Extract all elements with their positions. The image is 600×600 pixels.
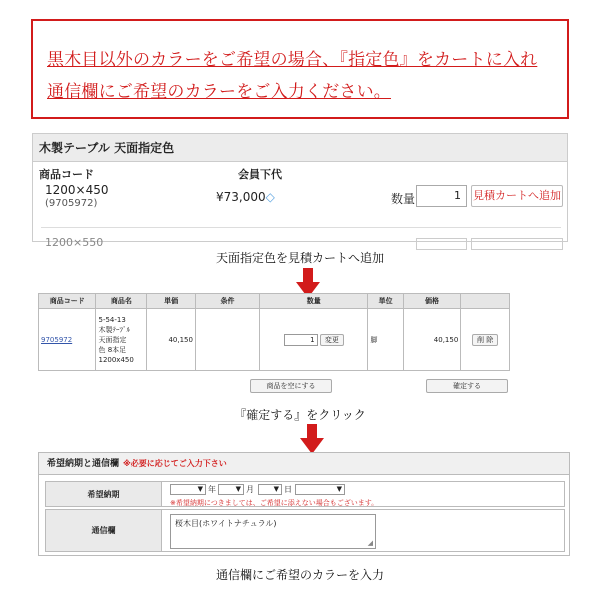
product-price (216, 190, 275, 204)
cell-unit: 脚 (368, 309, 403, 371)
col-member-price: 会員下代 (238, 168, 282, 181)
cell-action (461, 309, 510, 371)
product-code: (9705972) (45, 198, 98, 209)
desired-date-note: ※希望納期につきましては、ご希望に添えない場合もございます。 (170, 499, 379, 507)
delivery-header-note: ※必要に応じてご入力下さい (123, 459, 227, 468)
step3-caption: 通信欄にご希望のカラーを入力 (215, 568, 384, 582)
notice-box (31, 19, 569, 119)
delivery-message-panel (38, 452, 570, 556)
desired-date-label: 希望納期 (46, 482, 162, 506)
delivery-header (39, 453, 569, 475)
year-suffix: 年 (208, 485, 216, 494)
product-panel (32, 133, 568, 249)
name-line: 天面指定 (98, 335, 127, 344)
delivery-title: 希望納期と通信欄 (47, 459, 120, 469)
price-value: ¥73,000 (216, 190, 266, 204)
notice-line-1: 黒木目以外のカラーをご希望の場合、『指定色』をカートに入れ (47, 50, 538, 70)
notice-line-2: 通信欄にご希望のカラーをご入力ください。 (47, 82, 391, 102)
th-name: 商品名 (96, 294, 147, 309)
confirm-button[interactable]: 確定する (426, 379, 508, 393)
message-value: 桜木目(ホワイトナチュラル) (175, 519, 277, 528)
name-line: 5-54-13 (98, 315, 126, 324)
cell-unit-price: 40,150 (147, 309, 196, 371)
cart-qty-input[interactable]: 1 (284, 334, 318, 346)
cell-name (96, 309, 147, 371)
empty-cart-button[interactable]: 商品を空にする (250, 379, 332, 393)
cell-condition (195, 309, 259, 371)
change-button[interactable]: 変更 (320, 334, 344, 346)
day-suffix: 日 (284, 485, 292, 494)
time-select[interactable]: ▼ (295, 484, 345, 495)
down-arrow-icon (300, 424, 324, 454)
th-quantity: 数量 (260, 294, 368, 309)
product-code-link[interactable]: 9705972 (41, 335, 73, 344)
add-to-quote-cart-button[interactable]: 見積カートへ追加 (471, 185, 563, 207)
message-textarea[interactable] (170, 514, 376, 549)
next-product-size: 1200×550 (45, 236, 104, 249)
th-code: 商品コード (39, 294, 96, 309)
message-row (45, 509, 565, 552)
day-select[interactable]: ▼ (258, 484, 282, 495)
message-label: 通信欄 (46, 510, 162, 551)
col-product-code: 商品コード (39, 168, 94, 181)
year-select[interactable]: ▼ (170, 484, 206, 495)
table-row (39, 309, 510, 371)
resize-handle-icon[interactable]: ◢ (367, 539, 373, 547)
month-suffix: 月 (246, 485, 254, 494)
product-size: 1200×450 (45, 183, 109, 197)
desired-date-row (45, 481, 565, 507)
cell-price: 40,150 (403, 309, 460, 371)
step2-caption: 『確定する』をクリック (234, 408, 366, 422)
cell-quantity (260, 309, 368, 371)
qty-label: 数量 (391, 192, 416, 206)
delete-button[interactable]: 削 除 (472, 334, 498, 346)
step1-caption: 天面指定色を見積カートへ追加 (215, 251, 384, 265)
product-title: 木製テーブル 天面指定色 (33, 134, 567, 162)
th-price: 価格 (403, 294, 460, 309)
name-line: 木製ﾃｰﾌﾞﾙ (98, 325, 130, 334)
qty-input[interactable]: 1 (416, 185, 467, 207)
name-line: 色 8本足 (98, 345, 127, 354)
th-unit: 単位 (368, 294, 403, 309)
name-line: 1200x450 (98, 355, 134, 364)
cart-table (38, 293, 510, 371)
th-action (461, 294, 510, 309)
month-select[interactable]: ▼ (218, 484, 244, 495)
cell-code (39, 309, 96, 371)
th-unit-price: 単価 (147, 294, 196, 309)
cart-panel (38, 293, 522, 390)
th-condition: 条件 (195, 294, 259, 309)
diamond-icon: ◇ (265, 190, 275, 204)
row-divider (41, 227, 561, 228)
